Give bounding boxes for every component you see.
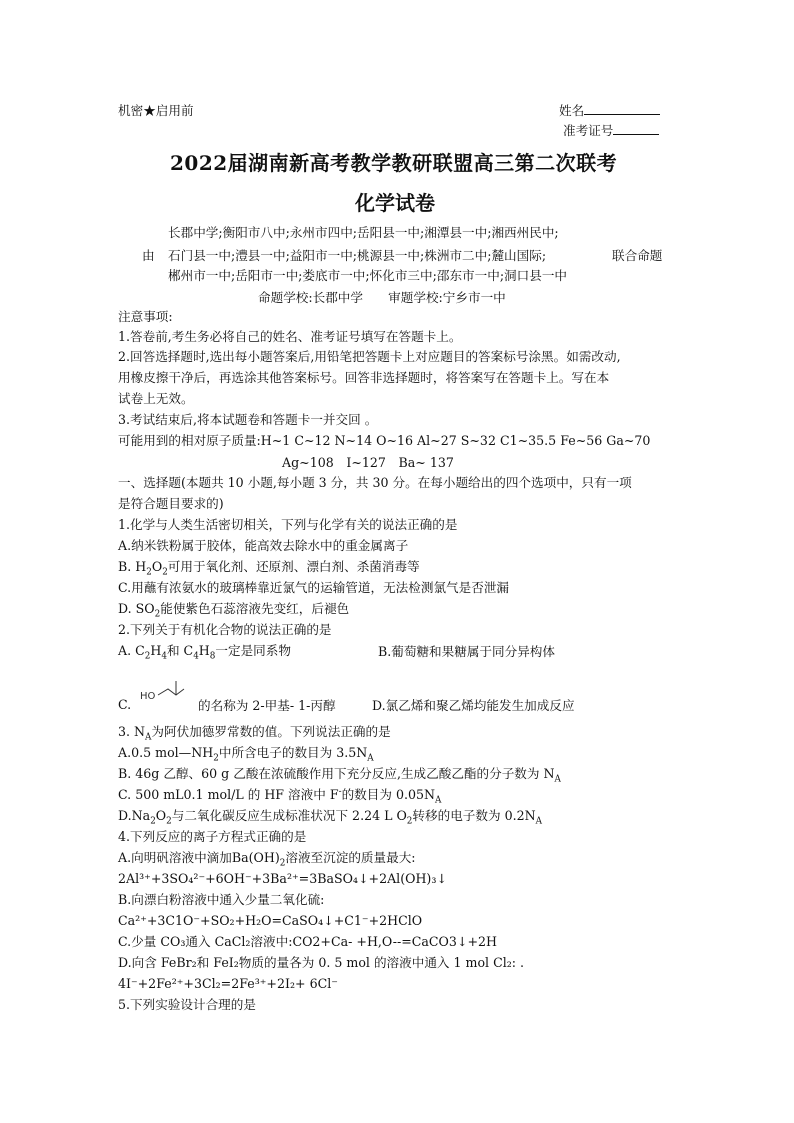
notice-item-2a: 2.回答选择题时,选出每小题答案后,用铅笔把答题卡上对应题目的答案标号涂黑。如需改动, [118, 349, 621, 364]
q2-option-c-label: C. [118, 697, 132, 712]
schools-line-2: 石门县一中;澧县一中;益阳市一中;桃源县一中;株洲市二中;麓山国际; [168, 248, 547, 263]
section1-heading-a: 一、选择题(本题共 10 小题,每小题 3 分，共 30 分。在每小题给出的四个选项中，只有一项 [118, 475, 632, 490]
q1-option-c: C.用蘸有浓氨水的玻璃棒靠近氯气的运输管道，无法检测氯气是否泄漏 [118, 580, 510, 595]
q1-option-d: D. $SO_2$能使紫色石蕊溶液先变红，后褪色 [118, 601, 350, 620]
q3-option-c: C. 500 mL0.1 mol/L 的 HF 溶液中 F-的数目为 $0.05N_A$ [118, 786, 442, 806]
q1-stem: 1.化学与人类生活密切相关，下列与化学有关的说法正确的是 [118, 517, 458, 532]
structure-ho-label: HO [140, 691, 156, 702]
q2-option-a: A. $C_2H_4$和 $C_4H_8$一定是同系物 [118, 643, 291, 662]
atomic-mass-line-1: 可能用到的相对原子质量:H~1 C~12 N~14 O~16 Al~27 S~32 C1~35.5 Fe~56 Ga~70 [118, 433, 651, 448]
schools-line-4: 命题学校:长郡中学 审题学校:宁乡市一中 [258, 290, 506, 305]
q3-option-b: B. 46g 乙醇、60 g 乙酸在浓硫酸作用下充分反应,生成乙酸乙酯的分子数为 $N_A$ [118, 766, 561, 785]
q3-option-a: A.0.5 $mol—NH_2$中所含电子的数目为 $3.5N_A$ [118, 745, 374, 764]
atomic-mass-line-2: Ag~108 I~127 Ba~ 137 [282, 455, 454, 470]
q4-option-b: B.向漂白粉溶液中通入少量二氧化硫: [118, 892, 325, 907]
q4-option-a: A.向明矾溶液中滴加$Ba(OH)_2$溶液至沉淀的质量最大: [118, 850, 416, 869]
notice-item-3: 3.考试结束后,将本试题卷和答题卡一并交回 。 [118, 412, 378, 427]
schools-line-1: 长郡中学;衡阳市八中;永州市四中;岳阳县一中;湘潭县一中;湘西州民中; [168, 225, 559, 240]
confidential-label: 机密★启用前 [118, 103, 194, 118]
q4-option-d-equation: 4I⁻+2Fe²⁺+3Cl₂=2Fe³⁺+2I₂+ 6Cl⁻ [118, 976, 338, 991]
joint-proposition: 联合命题 [612, 248, 663, 263]
section1-heading-b: 是符合题目要求的) [118, 496, 224, 511]
q4-option-b-equation: Ca²⁺+3C1O⁻+SO₂+H₂O=CaSO₄↓+C1⁻+2HClO [118, 913, 423, 928]
page-subtitle: 化学试卷 [355, 191, 435, 215]
exam-id-label: 准考证号 [563, 123, 614, 138]
schools-you: 由 [142, 248, 155, 263]
q1-option-a: A.纳米铁粉属于胶体，能高效去除水中的重金属离子 [118, 538, 409, 553]
notice-item-2b: 用橡皮擦干净后，再选涂其他答案标号。回答非选择题时，将答案写在答题卡上。写在本 [118, 370, 610, 385]
q1-option-b: B. $H_2O_2$可用于氧化剂、还原剂、漂白剂、杀菌消毒等 [118, 559, 420, 578]
schools-line-3: 郴州市一中;岳阳市一中;娄底市一中;怀化市三中;邵东市一中;洞口县一中 [168, 268, 568, 283]
q2-stem: 2.下列关于有机化合物的说法正确的是 [118, 622, 332, 637]
name-field[interactable] [559, 100, 660, 119]
q5-stem: 5.下列实验设计合理的是 [118, 997, 256, 1012]
page-title: 2022届湖南新高考教学教研联盟高三第二次联考 [170, 151, 618, 175]
q4-option-c: C.少量 CO₃通入 CaCl₂溶液中:CO2+Ca- +H,O--=CaCO3↓+2H [118, 934, 497, 949]
q4-option-d: D.向含 FeBr₂和 FeI₂物质的量各为 0. 5 mol 的溶液中通入 1 mol Cl₂: . [118, 955, 525, 970]
q3-stem: 3. $N_A$为阿伏加德罗常数的值。下列说法正确的是 [118, 724, 391, 743]
notice-heading: 注意事项: [118, 309, 173, 324]
exam-id-field[interactable] [563, 120, 659, 139]
name-blank[interactable] [584, 102, 660, 115]
q3-option-d: $D.Na_2O_2$与二氧化碳反应生成标准状况下 2.24 L $O_2$转移的电子数为 $0.2N_A$ [118, 808, 542, 827]
q2-option-b: B.葡萄糖和果糖属于同分异构体 [378, 644, 555, 659]
name-label: 姓名 [559, 103, 585, 118]
q2-option-c: 的名称为 2-甲基- 1-丙醇 [198, 698, 336, 713]
exam-id-blank[interactable] [613, 122, 659, 135]
q4-option-a-equation: 2Al³⁺+3SO₄²⁻+6OH⁻+3Ba²⁺=3BaSO₄↓+2Al(OH)₃↓ [118, 871, 447, 886]
q2-option-d: D.氯乙烯和聚乙烯均能发生加成反应 [372, 698, 575, 713]
notice-item-2c: 试卷上无效。 [118, 391, 194, 406]
notice-item-1: 1.答卷前,考生务必将自己的姓名、准考证号填写在答题卡上。 [118, 329, 462, 344]
q2-structure-formula [138, 675, 198, 705]
structure-bonds [158, 689, 184, 695]
q4-stem: 4.下列反应的离子方程式正确的是 [118, 829, 307, 844]
